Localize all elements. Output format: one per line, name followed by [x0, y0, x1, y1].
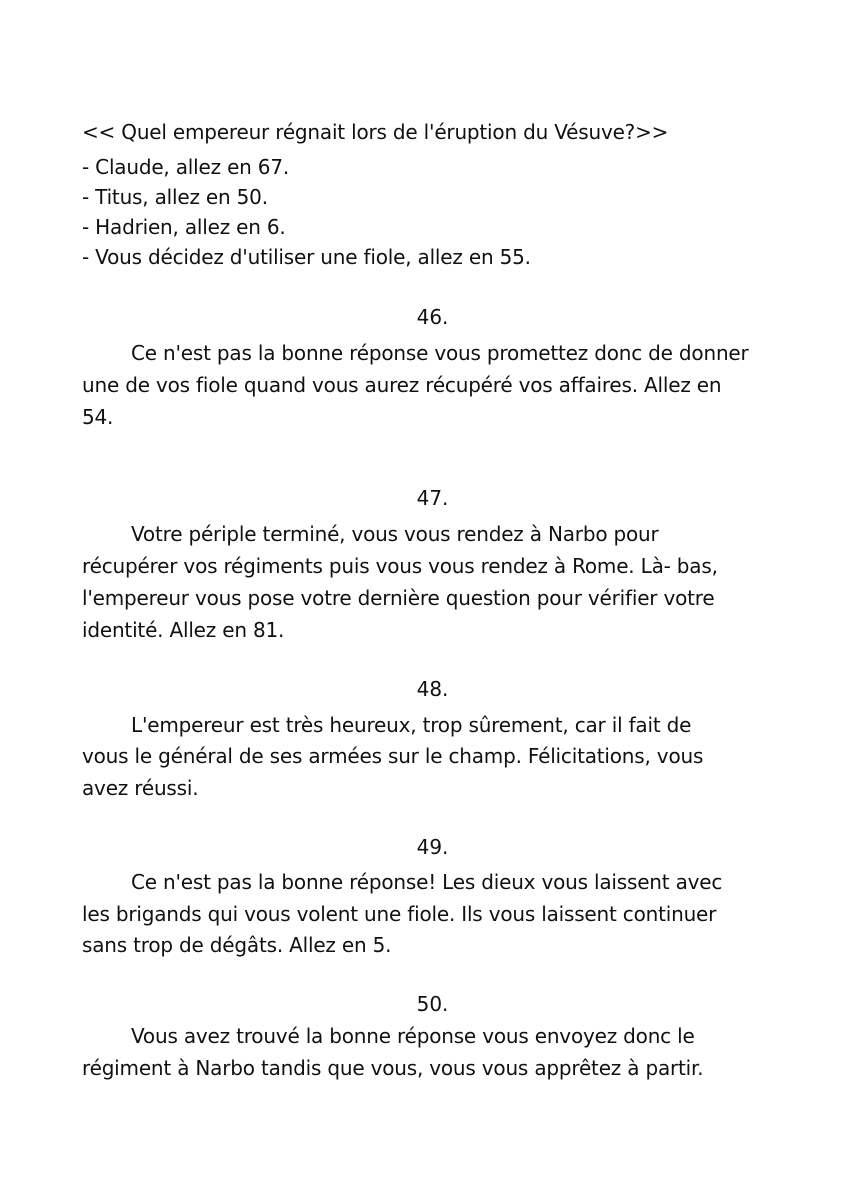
section-text-line: les brigands qui vous volent une fiole. Ils vous laissent continuer [82, 902, 717, 926]
section-text-line: Ce n'est pas la bonne réponse! Les dieux vous laissent avec [131, 870, 723, 894]
section-text-line: récupérer vos régiments puis vous vous rendez à Rome. Là- bas, [82, 554, 718, 578]
section-text-line: identité. Allez en 81. [82, 618, 285, 642]
section-number: 48. [416, 677, 449, 701]
section-text-line: sans trop de dégâts. Allez en 5. [82, 933, 392, 957]
section-text-line: Vous avez trouvé la bonne réponse vous envoyez donc le [131, 1024, 695, 1048]
question-prompt: << Quel empereur régnait lors de l'éruption du Vésuve?>> [82, 120, 669, 144]
answer-option: - Claude, allez en 67. [82, 155, 290, 179]
answer-option: - Hadrien, allez en 6. [82, 215, 286, 239]
section-number: 50. [416, 992, 449, 1016]
section-text-line: avez réussi. [82, 776, 199, 800]
section-number: 46. [416, 305, 449, 329]
section-text-line: régiment à Narbo tandis que vous, vous vous apprêtez à partir. [82, 1056, 704, 1080]
section-number: 49. [416, 835, 449, 859]
section-text-line: l'empereur vous pose votre dernière question pour vérifier votre [82, 586, 715, 610]
answer-option: - Vous décidez d'utiliser une fiole, allez en 55. [82, 245, 531, 269]
section-text-line: vous le général de ses armées sur le champ. Félicitations, vous [82, 744, 704, 768]
section-text-line: 54. [82, 405, 114, 429]
section-text-line: une de vos fiole quand vous aurez récupéré vos affaires. Allez en [82, 373, 722, 397]
section-text-line: L'empereur est très heureux, trop sûrement, car il fait de [131, 713, 692, 737]
section-number: 47. [416, 486, 449, 510]
section-text-line: Votre périple terminé, vous vous rendez à Narbo pour [131, 522, 659, 546]
answer-option: - Titus, allez en 50. [82, 185, 268, 209]
section-text-line: Ce n'est pas la bonne réponse vous promettez donc de donner [131, 341, 749, 365]
